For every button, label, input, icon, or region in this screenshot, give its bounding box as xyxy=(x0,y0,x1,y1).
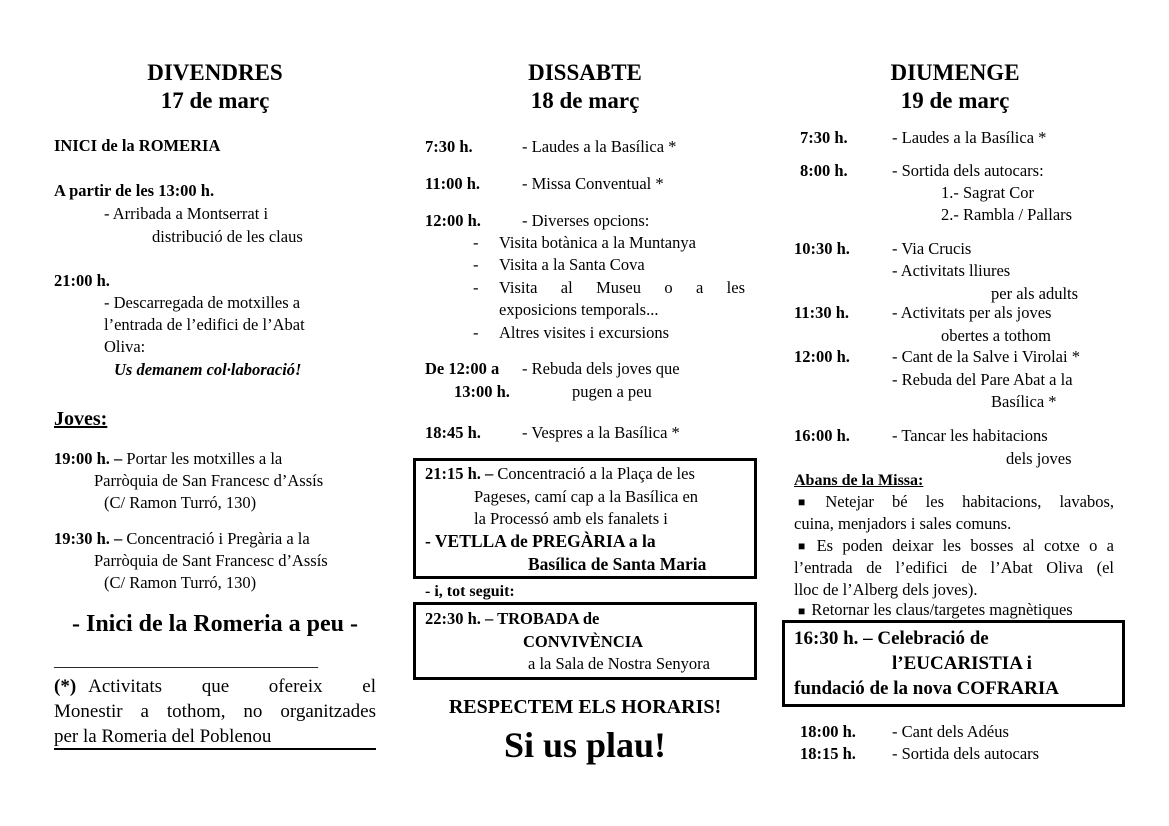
sat-time-4b: 13:00 h. xyxy=(454,382,510,401)
saturday-date-heading: 18 de març xyxy=(530,88,640,113)
arrival-line-2: distribució de les claus xyxy=(152,227,303,246)
option-dash-1: - xyxy=(473,233,479,252)
gather-line-1: Concentració i Pregària a la xyxy=(122,529,310,548)
bring-line-2: Parròquia de San Francesc d’Assís xyxy=(94,471,324,490)
footnote-line-1 xyxy=(54,674,376,699)
then-label: - i, tot seguit: xyxy=(425,583,515,600)
before-mass-heading: Abans de la Missa: xyxy=(794,472,924,489)
sun-activity-5: - Cant de la Salve i Virolai * xyxy=(892,347,1080,366)
sunday-day-heading: DIUMENGE xyxy=(890,60,1020,85)
bus-route-2: 2.- Rambla / Pallars xyxy=(941,205,1073,224)
sun-time-8: 18:15 h. xyxy=(800,744,856,763)
collaboration-note: Us demanem col·laboració! xyxy=(114,360,302,379)
bags-text-1: Es poden deixar les bosses al cotxe o a xyxy=(807,536,1114,555)
sat-activity-3: - Diverses opcions: xyxy=(522,211,650,230)
gathering-line-2: CONVIVÈNCIA xyxy=(523,632,644,651)
option-dash-4: - xyxy=(473,323,479,342)
eucharist-line-1: 16:30 h. – Celebració de xyxy=(794,628,989,649)
sat-activity-4b: pugen a peu xyxy=(572,382,652,401)
sun-time-4: 11:30 h. xyxy=(794,303,850,322)
from-time: A partir de les 13:00 h. xyxy=(54,181,215,200)
sun-time-2: 8:00 h. xyxy=(800,161,848,180)
option-1: Visita botànica a la Muntanya xyxy=(499,233,696,252)
sun-activity-2: - Sortida dels autocars: xyxy=(892,161,1044,180)
sun-activity-6: - Tancar les habitacions xyxy=(892,426,1048,445)
bags-line-3: lloc de l’Alberg dels joves). xyxy=(794,580,978,599)
vigil-line-1 xyxy=(425,463,695,485)
gathering-line-1 xyxy=(425,608,599,630)
friday-day-heading: DIVENDRES xyxy=(147,60,283,85)
footnote-line-3: per la Romeria del Poblenou xyxy=(54,726,272,747)
sun-time-6: 16:00 h. xyxy=(794,426,850,445)
footnote-line-2: Monestir a tothom, no organitzades xyxy=(54,701,376,722)
keys-text: Retornar les claus/targetes magnètiques xyxy=(807,600,1073,619)
bullet-icon: ■ xyxy=(798,604,806,618)
option-4: Altres visites i excursions xyxy=(499,323,670,342)
sun-activity-6b: dels joves xyxy=(1006,449,1072,468)
arrival-line-1: - Arribada a Montserrat i xyxy=(104,204,269,223)
sun-time-5: 12:00 h. xyxy=(794,347,850,366)
footnote-mark: (*) xyxy=(54,676,77,697)
bags-line-2: l’entrada de l’edifici de l’Abat Oliva (el xyxy=(794,558,1114,577)
sun-time-3: 10:30 h. xyxy=(794,239,850,258)
option-dash-3: - xyxy=(473,278,479,297)
romeria-start-title: INICI de la ROMERIA xyxy=(54,136,221,155)
time-1900: 19:00 h. – xyxy=(54,449,123,468)
option-2: Visita a la Santa Cova xyxy=(499,255,645,274)
keys-line xyxy=(794,599,1073,622)
eucharist-line-3: fundació de la nova COFRARIA xyxy=(794,678,1059,699)
sat-time-3: 12:00 h. xyxy=(425,211,481,230)
eucharist-line-2: l’EUCARISTIA i xyxy=(892,653,1032,674)
separator-line: ________________________________ xyxy=(54,651,318,670)
clean-text-1: Netejar bé les habitacions, lavabos, xyxy=(807,492,1114,511)
vigil-text-1: Concentració a la Plaça de les xyxy=(493,464,695,483)
time-2100: 21:00 h. xyxy=(54,271,110,290)
gathering-time: 22:30 h. – xyxy=(425,609,494,628)
option-3-cont: exposicions temporals... xyxy=(499,300,659,319)
sun-activity-3c: per als adults xyxy=(991,284,1079,303)
vigil-time: 21:15 h. – xyxy=(425,464,494,483)
option-3: Visita al Museu o a les xyxy=(499,278,745,297)
respect-schedule: RESPECTEM ELS HORARIS! xyxy=(448,696,722,718)
bags-line-1 xyxy=(794,535,1114,557)
sun-activity-1: - Laudes a la Basílica * xyxy=(892,128,1047,147)
gather-line-2: Parròquia de Sant Francesc d’Assís xyxy=(94,551,328,570)
sun-time-7: 18:00 h. xyxy=(800,722,856,741)
sunday-date-heading: 19 de març xyxy=(900,88,1010,113)
youth-1900-line-1 xyxy=(54,448,282,470)
bullet-icon: ■ xyxy=(798,495,806,509)
sun-activity-7: - Cant dels Adéus xyxy=(892,722,1009,741)
bus-route-1: 1.- Sagrat Cor xyxy=(941,183,1035,202)
sat-time-4a: De 12:00 a xyxy=(425,359,500,378)
bullet-icon: ■ xyxy=(798,539,806,553)
sat-time-5: 18:45 h. xyxy=(425,423,481,442)
time-1930: 19:30 h. – xyxy=(54,529,123,548)
footnote-text-1: Activitats que ofereix el xyxy=(88,676,376,697)
sat-activity-1: - Laudes a la Basílica * xyxy=(522,137,677,156)
vigil-line-2: Pageses, camí cap a la Basílica en xyxy=(474,487,699,506)
walk-start-title: - Inici de la Romeria a peu - xyxy=(72,611,358,637)
sun-activity-3: - Via Crucis xyxy=(892,239,972,258)
unload-line-3: Oliva: xyxy=(104,337,146,356)
sat-activity-4a: - Rebuda dels joves que xyxy=(522,359,680,378)
sun-activity-4: - Activitats per als joves xyxy=(892,303,1052,322)
option-dash-2: - xyxy=(473,255,479,274)
sun-activity-3b: - Activitats lliures xyxy=(892,261,1011,280)
sat-time-2: 11:00 h. xyxy=(425,174,481,193)
sat-activity-2: - Missa Conventual * xyxy=(522,174,664,193)
unload-line-1: - Descarregada de motxilles a xyxy=(104,293,301,312)
vigil-line-3: la Processó amb els fanalets i xyxy=(474,509,668,528)
gathering-text-1: TROBADA de xyxy=(493,609,600,628)
clean-line-1 xyxy=(794,491,1114,513)
sun-activity-8: - Sortida dels autocars xyxy=(892,744,1040,763)
vigil-line-4: - VETLLA de PREGÀRIA a la xyxy=(425,531,656,551)
sun-time-1: 7:30 h. xyxy=(800,128,848,147)
youth-heading: Joves: xyxy=(54,408,108,430)
unload-line-2: l’entrada de l’edifici de l’Abat xyxy=(104,315,305,334)
vigil-line-5: Basílica de Santa Maria xyxy=(528,554,707,574)
bring-line-3: (C/ Ramon Turró, 130) xyxy=(104,493,257,512)
gathering-line-3: a la Sala de Nostra Senyora xyxy=(528,654,710,673)
youth-1930-line-1 xyxy=(54,528,310,550)
sun-activity-5b: - Rebuda del Pare Abat a la xyxy=(892,370,1073,389)
bring-line-1: Portar les motxilles a la xyxy=(122,449,283,468)
saturday-day-heading: DISSABTE xyxy=(528,60,642,85)
please-text: Si us plau! xyxy=(503,725,667,765)
sun-activity-5c: Basílica * xyxy=(991,392,1057,411)
sat-time-1: 7:30 h. xyxy=(425,137,473,156)
gather-line-3: (C/ Ramon Turró, 130) xyxy=(104,573,257,592)
sun-activity-4b: obertes a tothom xyxy=(941,326,1051,345)
friday-date-heading: 17 de març xyxy=(160,88,270,113)
sat-activity-5: - Vespres a la Basílica * xyxy=(522,423,680,442)
footnote-underline xyxy=(54,748,376,750)
clean-line-2: cuina, menjadors i sales comuns. xyxy=(794,514,1012,533)
